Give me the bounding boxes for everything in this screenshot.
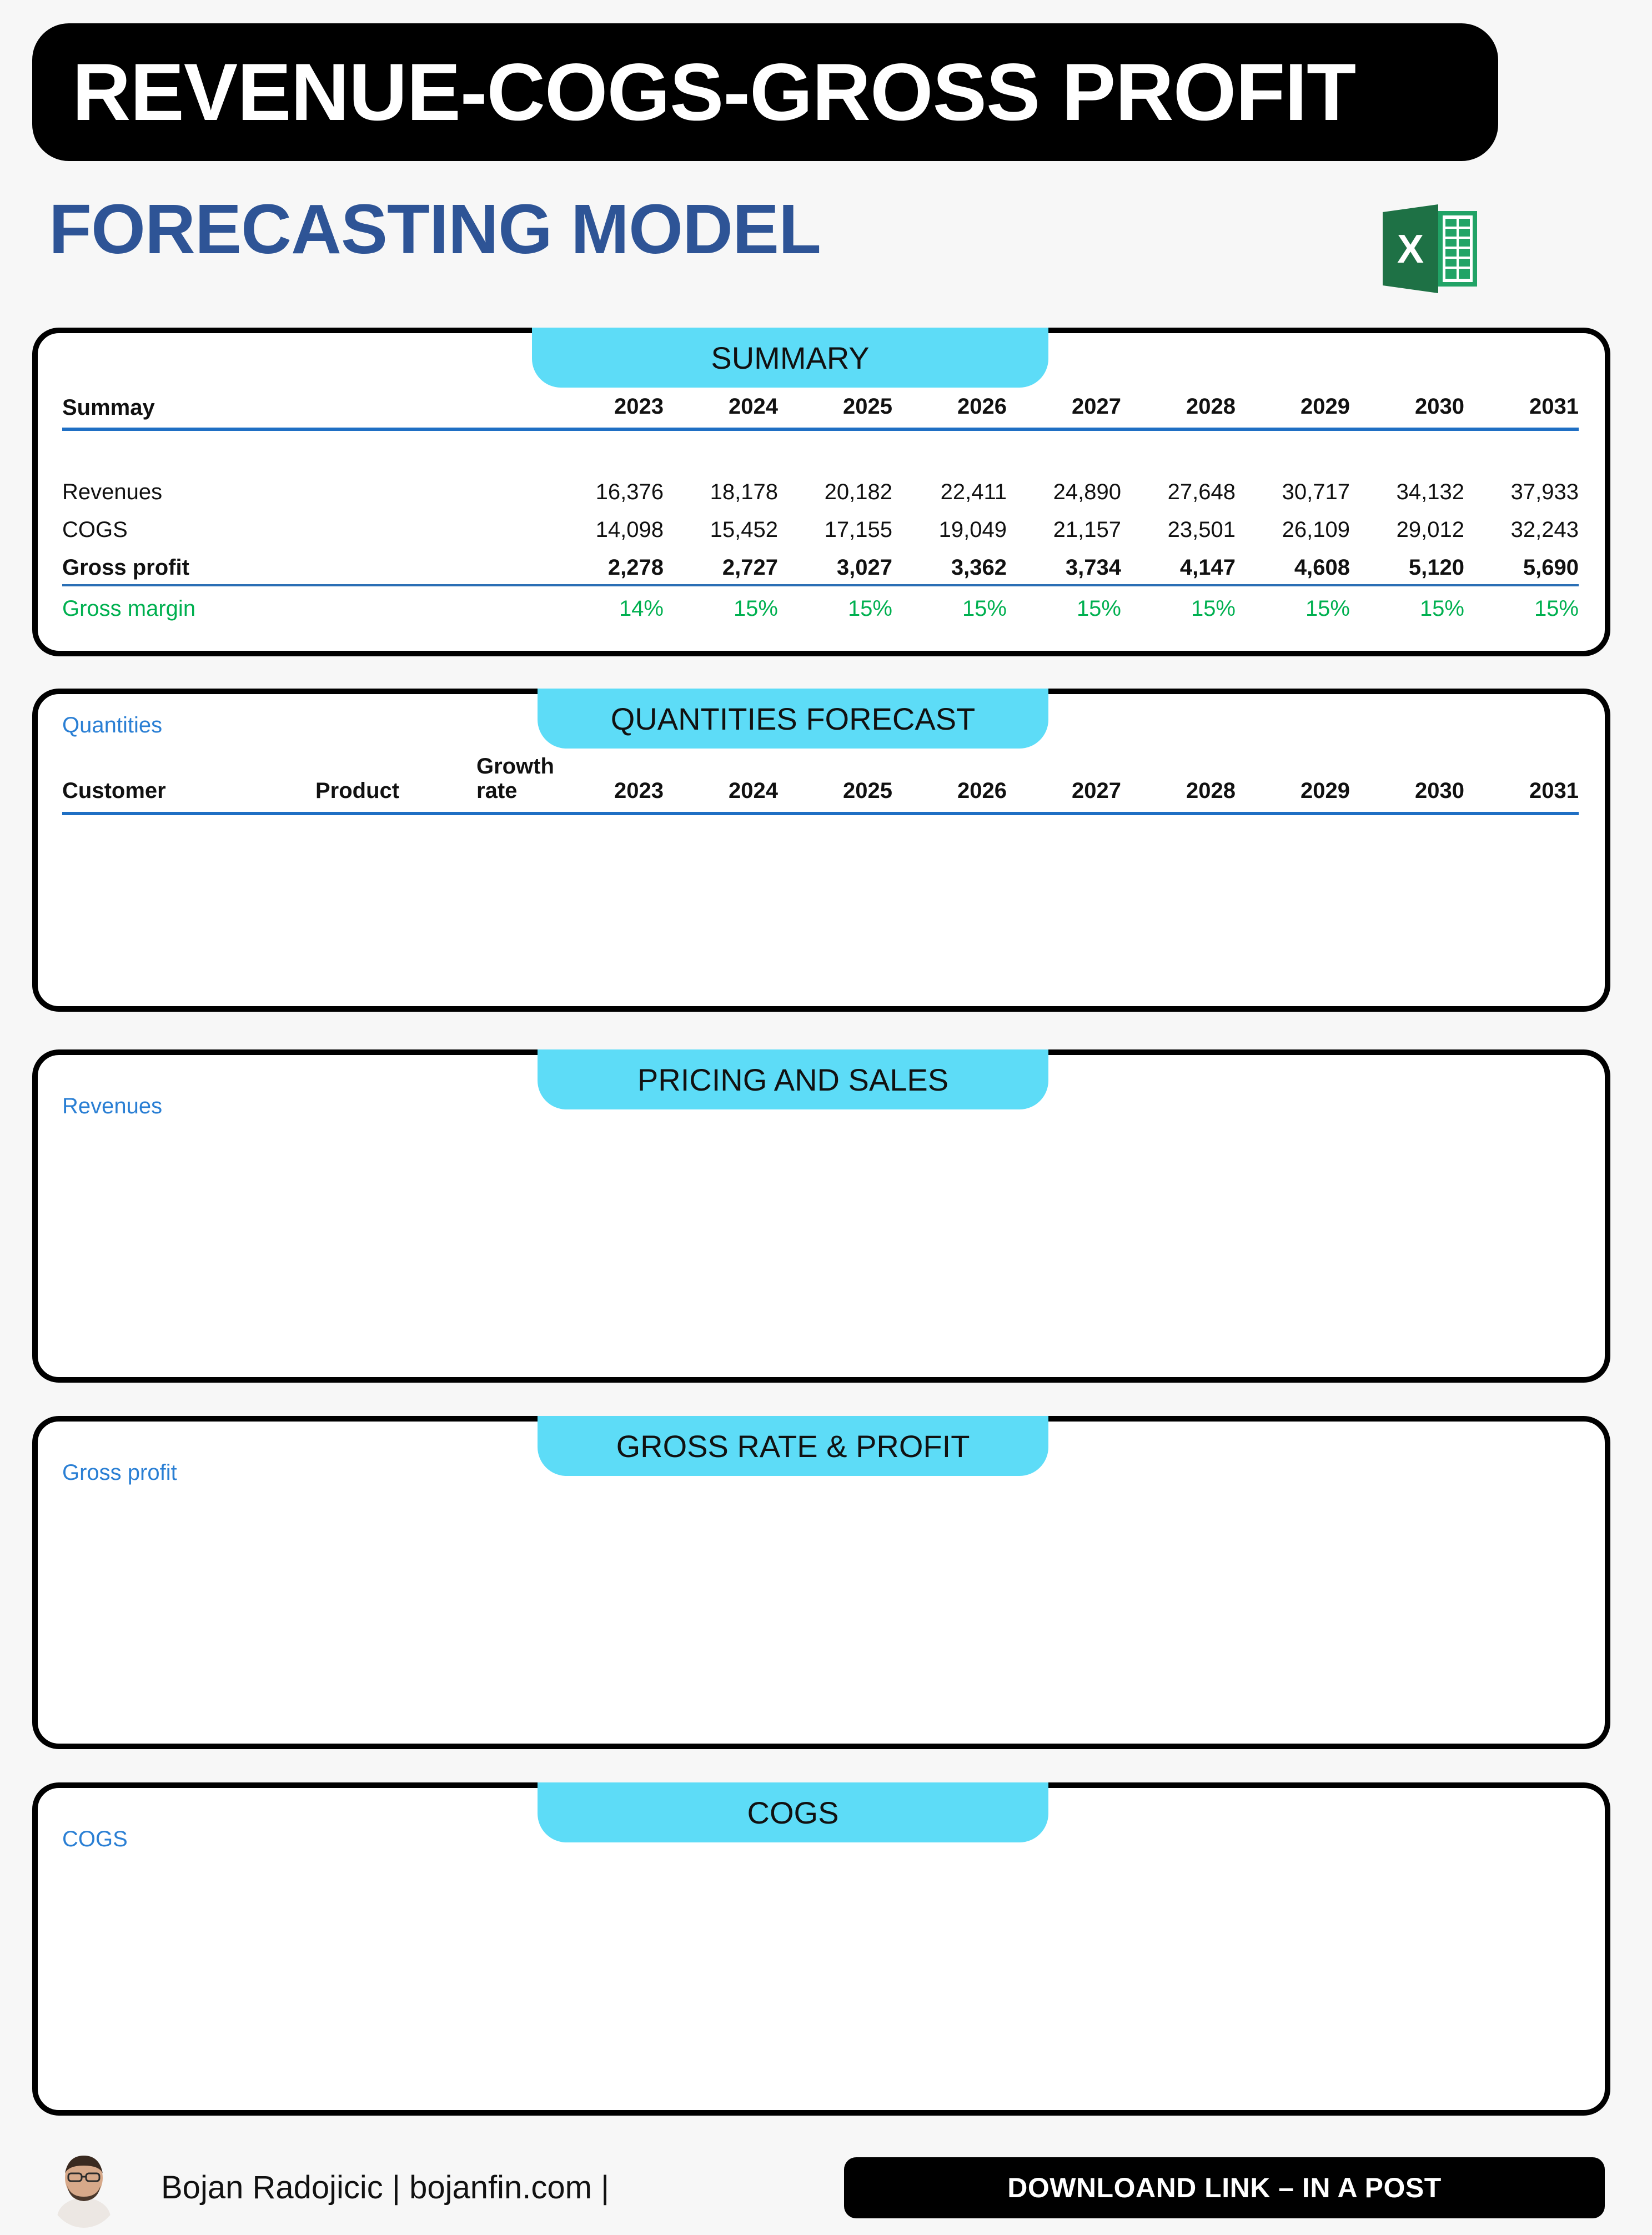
- summary-year-header-2029: 2029: [1300, 394, 1350, 419]
- quantities-year-header-2025: 2025: [843, 779, 892, 803]
- cogs-card: [32, 1782, 1610, 2116]
- summary-value-3-8: 15%: [1534, 596, 1579, 621]
- download-link-label: DOWNLOAND LINK – IN A POST: [1007, 2172, 1442, 2203]
- quantities-year-header-2030: 2030: [1415, 779, 1464, 803]
- quantities-card: [32, 689, 1610, 1012]
- summary-row-label-0: Revenues: [62, 480, 163, 504]
- summary-value-2-6: 4,608: [1294, 555, 1350, 580]
- summary-value-1-7: 29,012: [1396, 518, 1464, 542]
- gross-badge: [538, 1416, 1048, 1476]
- summary-row-label-2: Gross profit: [62, 555, 189, 580]
- header-rule: [62, 428, 1579, 431]
- summary-year-header-2031: 2031: [1529, 394, 1579, 419]
- summary-value-1-5: 23,501: [1167, 518, 1236, 542]
- summary-value-0-6: 30,717: [1282, 480, 1350, 504]
- summary-value-3-3: 15%: [962, 596, 1007, 621]
- summary-year-header-2030: 2030: [1415, 394, 1464, 419]
- summary-row-label: Summay: [62, 395, 155, 420]
- cogs-section-label: COGS: [62, 1827, 128, 1851]
- quantities-badge-label: QUANTITIES FORECAST: [610, 701, 976, 736]
- summary-value-3-1: 15%: [733, 596, 778, 621]
- summary-value-3-2: 15%: [847, 596, 892, 621]
- summary-value-3-7: 15%: [1419, 596, 1464, 621]
- summary-value-2-1: 2,727: [722, 555, 778, 580]
- summary-value-2-3: 3,362: [951, 555, 1007, 580]
- cogs-badge: [538, 1782, 1048, 1842]
- pricing-badge-label: PRICING AND SALES: [637, 1062, 949, 1097]
- summary-value-1-2: 17,155: [824, 518, 892, 542]
- summary-badge: [532, 328, 1048, 388]
- author-credit: Bojan Radojicic | bojanfin.com |: [161, 2169, 610, 2206]
- summary-year-header-2026: 2026: [957, 394, 1007, 419]
- quantities-col-customer: Customer: [62, 779, 166, 803]
- gross-section-label: Gross profit: [62, 1460, 177, 1485]
- summary-value-1-0: 14,098: [595, 518, 664, 542]
- quantities-year-header-2026: 2026: [957, 779, 1007, 803]
- summary-year-header-2028: 2028: [1186, 394, 1236, 419]
- summary-row-label-3: Gross margin: [62, 596, 196, 621]
- quantities-badge: [538, 689, 1048, 749]
- summary-value-0-3: 22,411: [940, 480, 1007, 504]
- pricing-section-label: Revenues: [62, 1094, 163, 1118]
- quantities-year-header-2023: 2023: [614, 779, 664, 803]
- pricing-card: [32, 1049, 1610, 1383]
- summary-value-1-3: 19,049: [938, 518, 1007, 542]
- quantities-year-header-2031: 2031: [1529, 779, 1579, 803]
- avatar: [47, 2144, 120, 2228]
- header-rule: [62, 584, 1579, 586]
- summary-value-0-0: 16,376: [595, 480, 664, 504]
- summary-value-0-4: 24,890: [1053, 480, 1121, 504]
- title-banner: [32, 23, 1498, 161]
- summary-value-3-0: 14%: [619, 596, 664, 621]
- excel-icon-letter: X: [1397, 227, 1424, 272]
- excel-icon: [1383, 204, 1477, 293]
- quantities-col-growth-1: Growth: [476, 754, 554, 779]
- header-rule: [62, 812, 1579, 815]
- summary-year-header-2025: 2025: [843, 394, 892, 419]
- summary-value-1-6: 26,109: [1282, 518, 1350, 542]
- quantities-col-growth-2: rate: [476, 779, 518, 803]
- pricing-badge: [538, 1049, 1048, 1109]
- summary-value-1-8: 32,243: [1510, 518, 1579, 542]
- summary-value-2-2: 3,027: [836, 555, 892, 580]
- summary-value-0-2: 20,182: [824, 480, 892, 504]
- summary-value-2-4: 3,734: [1065, 555, 1121, 580]
- summary-value-0-5: 27,648: [1167, 480, 1236, 504]
- quantities-section-label: Quantities: [62, 713, 163, 737]
- cogs-badge-label: COGS: [747, 1795, 839, 1830]
- download-link-button[interactable]: [844, 2157, 1605, 2218]
- summary-year-header-2023: 2023: [614, 394, 664, 419]
- summary-badge-label: SUMMARY: [711, 340, 870, 375]
- quantities-col-product: Product: [315, 779, 400, 803]
- summary-value-0-1: 18,178: [710, 480, 778, 504]
- page-subtitle: FORECASTING MODEL: [49, 190, 821, 268]
- summary-value-2-7: 5,120: [1408, 555, 1464, 580]
- summary-year-header-2024: 2024: [729, 394, 778, 419]
- summary-value-3-4: 15%: [1076, 596, 1121, 621]
- summary-value-3-6: 15%: [1305, 596, 1350, 621]
- quantities-year-header-2024: 2024: [729, 779, 778, 803]
- quantities-year-header-2028: 2028: [1186, 779, 1236, 803]
- quantities-year-header-2029: 2029: [1300, 779, 1350, 803]
- gross-card: [32, 1416, 1610, 1749]
- summary-value-2-0: 2,278: [607, 555, 664, 580]
- summary-value-0-8: 37,933: [1510, 480, 1579, 504]
- summary-card: [32, 328, 1610, 656]
- page-title: REVENUE-COGS-GROSS PROFIT: [72, 47, 1356, 137]
- summary-value-0-7: 34,132: [1396, 480, 1464, 504]
- summary-row-label-1: COGS: [62, 518, 128, 542]
- summary-value-1-1: 15,452: [710, 518, 778, 542]
- summary-value-2-5: 4,147: [1179, 555, 1236, 580]
- summary-year-header-2027: 2027: [1072, 394, 1121, 419]
- summary-value-3-5: 15%: [1191, 596, 1236, 621]
- quantities-year-header-2027: 2027: [1072, 779, 1121, 803]
- summary-value-2-8: 5,690: [1523, 555, 1579, 580]
- gross-badge-label: GROSS RATE & PROFIT: [616, 1428, 970, 1464]
- summary-value-1-4: 21,157: [1053, 518, 1121, 542]
